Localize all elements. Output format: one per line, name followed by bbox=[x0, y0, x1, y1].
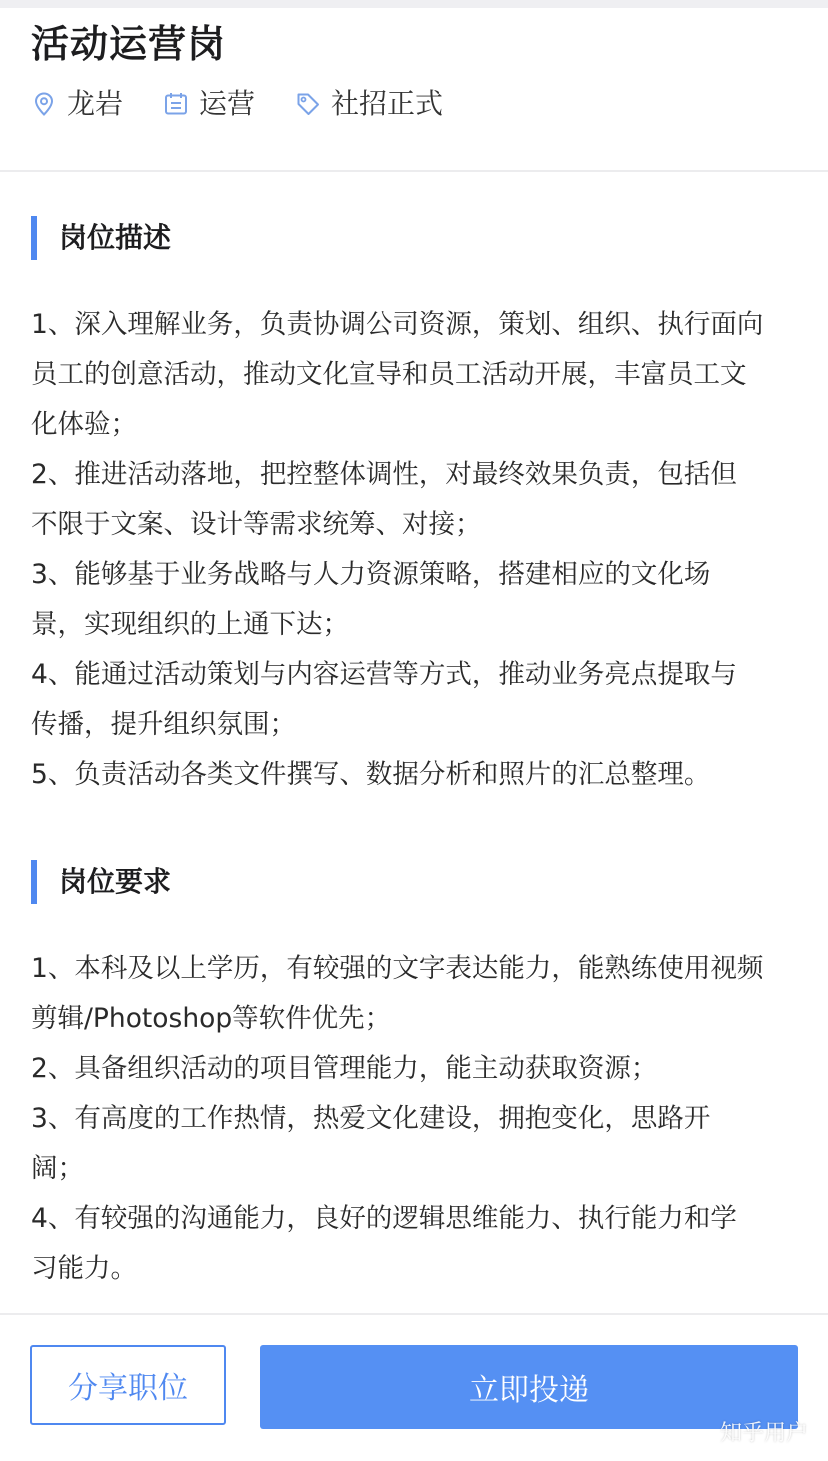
tag-icon bbox=[295, 91, 321, 117]
job-location-text: 龙岩 bbox=[67, 87, 124, 120]
job-requirements-body bbox=[31, 944, 801, 1294]
description-line: 5、负责活动各类文件撰写、数据分析和照片的汇总整理。 bbox=[31, 759, 711, 790]
requirement-line: 阔； bbox=[31, 1153, 84, 1184]
section-description-title: 岗位描述 bbox=[59, 221, 172, 254]
description-line: 景，实现组织的上通下达； bbox=[31, 609, 349, 640]
job-category-text: 运营 bbox=[199, 87, 256, 120]
description-line: 化体验； bbox=[31, 409, 137, 440]
job-meta-row bbox=[31, 84, 483, 124]
top-strip bbox=[0, 0, 828, 8]
requirement-line: 习能力。 bbox=[31, 1253, 137, 1284]
description-line: 2、推进活动落地，把控整体调性，对最终效果负责，包括但 bbox=[31, 459, 737, 490]
job-type bbox=[295, 84, 443, 124]
job-header bbox=[0, 8, 828, 172]
requirement-line: 4、有较强的沟通能力，良好的逻辑思维能力、执行能力和学 bbox=[31, 1203, 737, 1234]
apply-now-button[interactable]: 立即投递 bbox=[260, 1345, 798, 1429]
description-line: 传播，提升组织氛围； bbox=[31, 709, 296, 740]
share-job-button[interactable]: 分享职位 bbox=[30, 1345, 226, 1425]
description-line: 3、能够基于业务战略与人力资源策略，搭建相应的文化场 bbox=[31, 559, 711, 590]
job-location bbox=[31, 84, 123, 124]
section-requirements-title: 岗位要求 bbox=[59, 865, 172, 898]
section-requirements-header bbox=[31, 860, 171, 904]
watermark: 知乎用户 bbox=[719, 1421, 808, 1446]
description-line: 不限于文案、设计等需求统筹、对接； bbox=[31, 509, 482, 540]
section-description-header bbox=[31, 216, 171, 260]
description-line: 员工的创意活动，推动文化宣导和员工活动开展，丰富员工文 bbox=[31, 359, 747, 390]
job-category bbox=[163, 84, 255, 124]
requirement-line: 1、本科及以上学历，有较强的文字表达能力，能熟练使用视频 bbox=[31, 953, 764, 984]
requirement-line: 2、具备组织活动的项目管理能力，能主动获取资源； bbox=[31, 1053, 658, 1084]
location-pin-icon bbox=[31, 91, 57, 117]
requirement-line: 剪辑/Photoshop等软件优先； bbox=[31, 1003, 392, 1034]
description-line: 1、深入理解业务，负责协调公司资源，策划、组织、执行面向 bbox=[31, 309, 764, 340]
footer-divider bbox=[0, 1313, 828, 1315]
description-line: 4、能通过活动策划与内容运营等方式，推动业务亮点提取与 bbox=[31, 659, 737, 690]
requirement-line: 3、有高度的工作热情，热爱文化建设，拥抱变化，思路开 bbox=[31, 1103, 711, 1134]
section-accent-bar bbox=[31, 216, 37, 260]
job-description-body bbox=[31, 300, 801, 800]
section-accent-bar bbox=[31, 860, 37, 904]
job-title: 活动运营岗 bbox=[31, 22, 227, 66]
calendar-list-icon bbox=[163, 91, 189, 117]
job-type-text: 社招正式 bbox=[331, 87, 444, 120]
